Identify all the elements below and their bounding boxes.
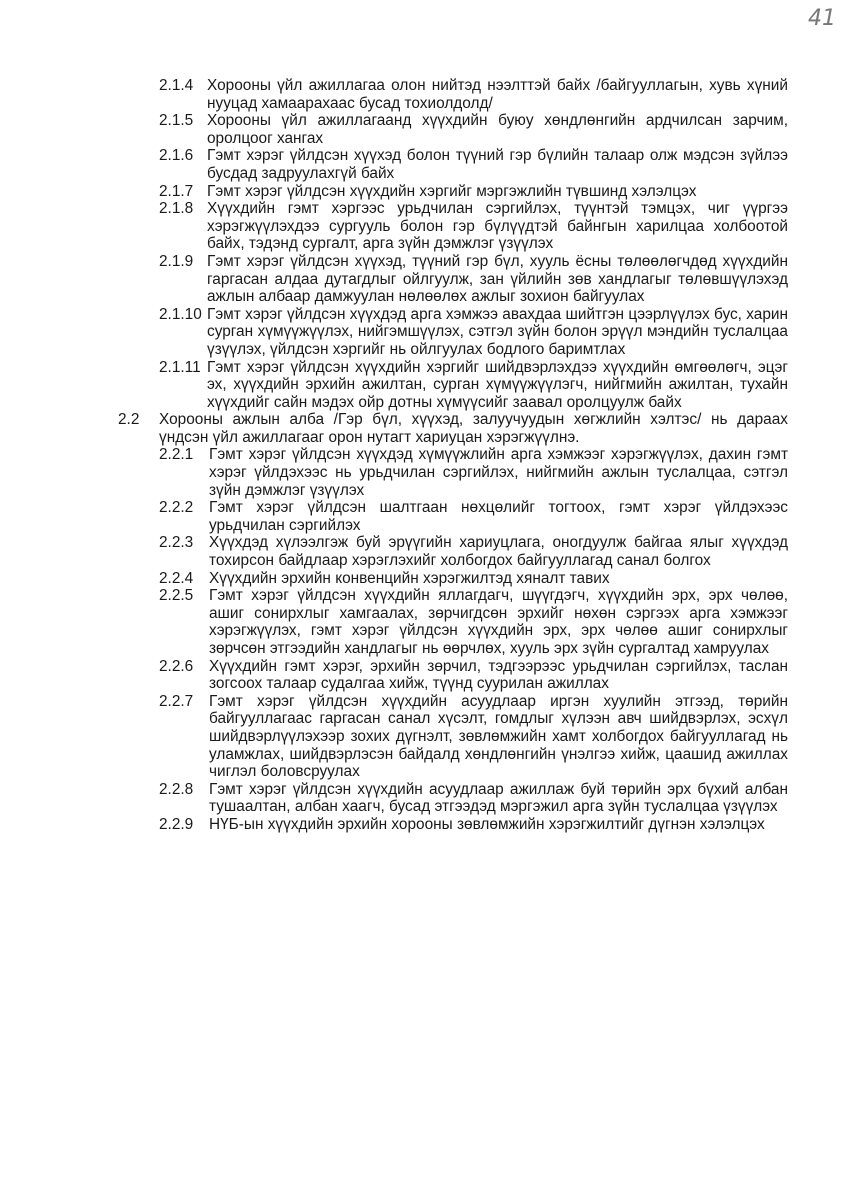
item-number: 2.1.9	[159, 252, 194, 270]
list-item	[159, 693, 788, 781]
item-text: Гэмт хэрэг үйлдсэн шалтгаан нөхцөлийг тогтоох, гэмт хэрэг үйлдэхээс урьдчилан сэргийлэх	[209, 499, 788, 534]
item-number: 2.2.9	[159, 815, 194, 833]
list-item	[159, 112, 788, 147]
list-item	[159, 147, 788, 182]
item-number: 2.2.8	[159, 780, 194, 798]
list-item	[159, 306, 788, 359]
item-text: Хорооны үйл ажиллагаа олон нийтэд нээлттэй байх /байгууллагын, хувь хүний нууцад хамаарахаас бусад тохиолдолд/	[207, 77, 788, 112]
item-number: 2.1.11	[159, 358, 201, 376]
list-item	[159, 587, 788, 657]
list-item	[159, 183, 788, 201]
item-text: Гэмт хэрэг үйлдсэн хүүхдийн асуудлаар ажиллаж буй төрийн эрх бүхий албан тушаалтан, албан хаагч, бусад этгээдэд мэргэжил арга зүйн туслалцаа үзүүлэх	[209, 780, 788, 816]
list-item	[159, 499, 788, 534]
item-number: 2.1.5	[159, 112, 194, 130]
item-text: Хорооны үйл ажиллагаанд хүүхдийн буюу хөндлөнгийн ардчилсан зарчим, оролцоог хангах	[207, 112, 788, 147]
item-number: 2.2.7	[159, 692, 194, 710]
list-item	[159, 200, 788, 253]
list-item	[159, 77, 788, 112]
list-item	[159, 658, 788, 693]
item-text: Гэмт хэрэг үйлдсэн хүүхдэд хүмүүжлийн арга хэмжээг хэрэгжүүлэх, дахин гэмт хэрэг үйлдэхээс нь урьдчилан сэргийлэх, нийгмийн ажлын туслалцаа, сэтгэл зүйн дэмжлэг үзүүлэх	[209, 446, 788, 499]
section-number: 2.2	[118, 411, 140, 429]
item-text: Хүүхдэд хүлээлгэж буй эрүүгийн хариуцлага, оногдуулж байгаа ялыг хүүхдэд тохирсон байдлаар хэрэглэхийг холбогдох байгууллагад санал болгох	[209, 534, 788, 570]
document-body	[118, 77, 788, 834]
item-number: 2.2.4	[159, 569, 194, 587]
item-text: Хүүхдийн гэмт хэргээс урьдчилан сэргийлэх, түүнтэй тэмцэх, чиг үүргээ хэрэгжүүлэхдээ сургууль болон гэр бүлүүдтэй байнгын харилцаа холбоотой байх, тэдэнд сургалт, арга зүйн дэмжлэг үзүүлэх	[207, 200, 788, 253]
item-text: Хүүхдийн эрхийн конвенцийн хэрэгжилтэд хяналт тавих	[209, 569, 610, 587]
list-item	[159, 534, 788, 569]
item-text: Гэмт хэрэг үйлдсэн хүүхдийн хэргийг шийдвэрлэхдээ хүүхдийн өмгөөлөгч, эцэг эх, хүүхдийн эрхийн ажилтан, сурган хүмүүжүүлэгч, нийгмийн ажилтан, тухайн хүүхдийг сайн мэдэх ойр дотны хүмүүсийг заавал оролцуулж байх	[207, 358, 788, 411]
item-number: 2.1.4	[159, 77, 194, 94]
list-item	[159, 781, 788, 816]
item-text: Гэмт хэрэг үйлдсэн хүүхэд, түүний гэр бүл, хууль ёсны төлөөлөгчдөд хүүхдийн гаргасан алдаа дутагдлыг ойлгуулж, зан үйлийн зөв хандлагыг төлөвшүүлэхэд ажлын албаар дамжуулан нөлөөлөх ажлыг зохион байгуулах	[207, 252, 788, 306]
item-text: Гэмт хэрэг үйлдсэн хүүхэд болон түүний гэр бүлийн талаар олж мэдсэн зүйлээ бусдад задруулахгүй байх	[207, 147, 788, 182]
item-text: НҮБ-ын хүүхдийн эрхийн хорооны зөвлөмжийн хэрэгжилтийг дүгнэн хэлэлцэх	[209, 815, 765, 833]
item-text: Хүүхдийн гэмт хэрэг, эрхийн зөрчил, тэдгээрээс урьдчилан сэргийлэх, таслан зогсоох талаар судалгаа хийж, түүнд суурилан ажиллах	[209, 657, 788, 693]
item-number: 2.2.1	[159, 446, 194, 464]
item-number: 2.1.10	[159, 305, 202, 323]
item-number: 2.1.8	[159, 200, 194, 218]
list-item	[159, 446, 788, 499]
item-number: 2.2.3	[159, 534, 194, 552]
item-text: Гэмт хэрэг үйлдсэн хүүхдийн хэргийг мэргэжлийн түвшинд хэлэлцэх	[207, 182, 697, 200]
section-2-2-list	[118, 446, 788, 833]
item-number: 2.2.5	[159, 587, 194, 605]
section-text: Хорооны ажлын алба /Гэр бүл, хүүхэд, залуучуудын хөгжлийн хэлтэс/ нь дараах үндсэн үйл ажиллагааг орон нутагт хариуцан хэрэгжүүлнэ.	[159, 411, 788, 446]
list-item	[159, 359, 788, 412]
section-2-2	[118, 411, 788, 446]
page-number: 41	[808, 6, 836, 31]
item-number: 2.1.6	[159, 147, 194, 165]
list-item	[159, 816, 788, 834]
item-text: Гэмт хэрэг үйлдсэн хүүхдэд арга хэмжээ авахдаа шийтгэн цээрлүүлэх бус, харин сурган хүмүүжүүлэх, нийгэмшүүлэх, сэтгэл зүйн болон эрүүл мэндийн туслалцаа үзүүлэх, үйлдсэн хэргийг нь ойлгуулах бодлого баримтлах	[207, 305, 788, 358]
item-number: 2.2.6	[159, 657, 194, 675]
item-text: Гэмт хэрэг үйлдсэн хүүхдийн асуудлаар иргэн хуулийн этгээд, төрийн байгууллагаас гаргасан санал хүсэлт, гомдлыг хүлээн авч шийдвэрлэх, эсхүл шийдвэрлүүлэхээр зохих дүгнэлт, зөвлөмжийн хамт холбогдох байгууллагад нь уламжлах, шийдвэрлэсэн байдалд хөндлөнгийн үнэлгээ хийж, цаашид ажиллах чиглэл боловсруулах	[209, 692, 788, 781]
list-item	[159, 570, 788, 588]
item-number: 2.2.2	[159, 499, 194, 517]
item-number: 2.1.7	[159, 182, 194, 200]
section-2-1-list	[118, 77, 788, 411]
list-item	[159, 253, 788, 306]
item-text: Гэмт хэрэг үйлдсэн хүүхдийн яллагдагч, шүүгдэгч, хүүхдийн эрх, эрх чөлөө, ашиг сонирхлыг хамгаалах, зөрчигдсөн эрхийг нөхөн сэргээх арга хэмжээг хэрэгжүүлэх, гэмт хэрэг үйлдсэн хүүхдийн эрх, эрх чөлөө ашиг сонирхлыг зөрчсөн этгээдийн хандлагыг нь өөрчлөх, хууль эрх зүйн сургалтад хамруулах	[209, 587, 788, 657]
